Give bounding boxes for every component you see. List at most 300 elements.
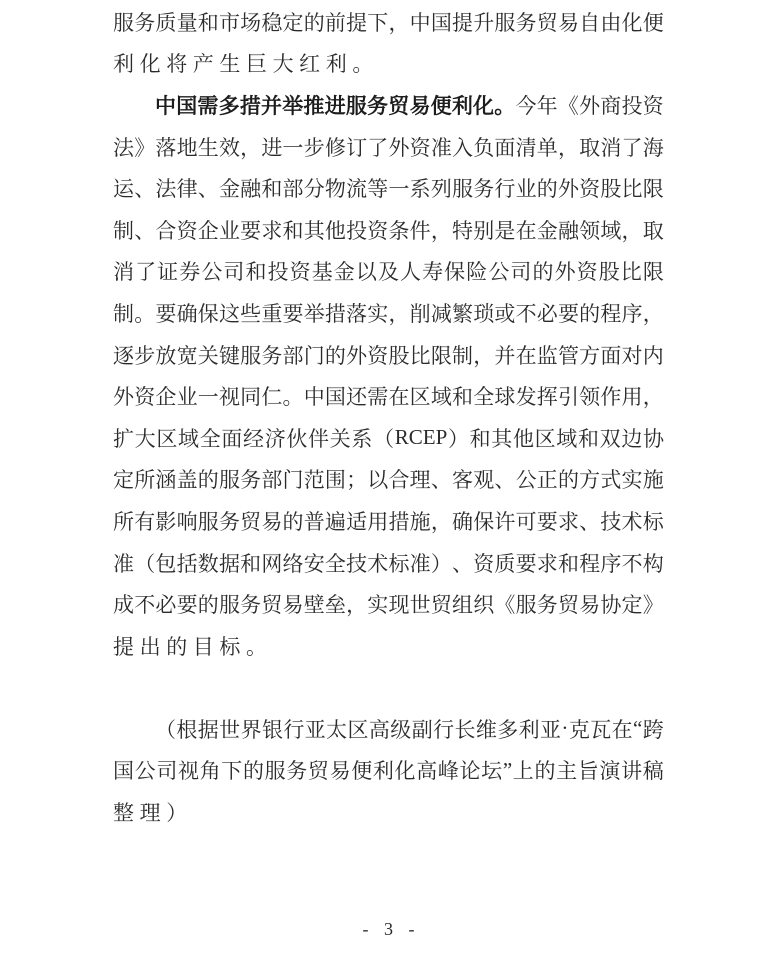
text-token: 壁	[303, 593, 325, 618]
text-token: 响	[176, 509, 198, 534]
text-token: 峰	[437, 759, 459, 784]
bold-text-token: 利	[451, 94, 473, 118]
text-token: 服	[452, 177, 473, 202]
text-token: 下	[367, 10, 389, 35]
text-token: ；	[346, 468, 368, 493]
text-token: 《	[557, 93, 579, 118]
text-token: 金	[333, 260, 355, 285]
text-token: 长	[454, 717, 476, 742]
text-token: 施	[409, 509, 431, 534]
text-token: 扩	[113, 426, 134, 451]
text-token: 生	[219, 52, 241, 77]
text-token: 清	[515, 135, 537, 160]
text-token: 整	[113, 801, 134, 826]
text-token: 条	[388, 218, 410, 243]
text-token: 流	[346, 177, 368, 202]
text-token: 比	[620, 260, 642, 285]
text-token: 一	[197, 385, 219, 410]
text-line	[113, 167, 664, 209]
text-token: 些	[240, 301, 262, 326]
text-line	[113, 542, 664, 584]
bold-text-token: 。	[494, 94, 516, 118]
text-token: 内	[642, 343, 664, 368]
text-token: 球	[494, 385, 516, 410]
text-token: 准	[430, 135, 452, 160]
text-token: 根	[176, 717, 198, 742]
text-token: 部	[261, 468, 283, 493]
text-token: 分	[303, 177, 325, 202]
text-token: 宽	[176, 343, 198, 368]
text-token: 织	[473, 593, 495, 618]
text-token: 的	[536, 177, 558, 202]
text-token: 技	[600, 509, 622, 534]
text-token: 服	[218, 593, 240, 618]
text-token: 量	[176, 10, 198, 35]
text-token: 要	[155, 301, 177, 326]
text-token: 利	[325, 52, 347, 77]
text-token: 单	[536, 135, 558, 160]
text-token: 步	[134, 343, 156, 368]
text-token: 的	[303, 10, 325, 35]
text-token: 削	[409, 301, 431, 326]
text-token: 键	[218, 343, 240, 368]
text-token: ，	[240, 135, 262, 160]
text-token: 数	[197, 551, 219, 576]
text-token: 易	[579, 593, 601, 618]
bold-text-token: 进	[324, 94, 346, 118]
text-token: 年	[536, 93, 558, 118]
text-token: 订	[346, 135, 368, 160]
text-token: 客	[452, 468, 473, 493]
text-token: 红	[299, 52, 321, 77]
text-token: 区	[156, 426, 178, 451]
text-token: 级	[390, 717, 412, 742]
text-line	[113, 375, 664, 417]
text-token: 业	[515, 177, 537, 202]
text-token: 基	[311, 260, 333, 285]
text-token: 视	[177, 759, 199, 784]
text-token: 资	[367, 343, 389, 368]
text-line	[113, 791, 664, 833]
text-token: 资	[176, 218, 198, 243]
text-token: 法	[113, 135, 134, 160]
bold-text-token: 服	[345, 94, 367, 118]
bold-text-token: 贸	[388, 94, 410, 118]
text-token: 垒	[324, 593, 346, 618]
text-token: 场	[240, 10, 262, 35]
text-line	[113, 334, 664, 376]
text-token: 在	[515, 343, 537, 368]
text-token: 业	[176, 385, 198, 410]
text-token: 系	[409, 177, 431, 202]
text-token: 亚	[304, 717, 326, 742]
text-token: 。	[134, 301, 156, 326]
text-token: 资	[579, 177, 601, 202]
text-token: 、	[134, 218, 156, 243]
text-token: 视	[218, 385, 240, 410]
text-token: 面	[494, 135, 516, 160]
text-token: 不	[134, 593, 156, 618]
text-token: 务	[473, 177, 495, 202]
text-token: 投	[621, 93, 643, 118]
text-line	[113, 126, 664, 168]
text-token: 标	[642, 509, 664, 534]
text-token: 落	[155, 135, 177, 160]
text-token: 济	[264, 426, 286, 451]
text-token: 盖	[176, 468, 198, 493]
text-token: 制	[452, 343, 473, 368]
text-token: 质	[494, 551, 516, 576]
text-token: 协	[600, 593, 622, 618]
text-token: ，	[642, 301, 664, 326]
text-token: 域	[430, 385, 452, 410]
text-token: 银	[261, 717, 283, 742]
text-token: 组	[452, 593, 473, 618]
text-token: 、	[579, 509, 601, 534]
text-token: 制	[113, 218, 134, 243]
text-token: 据	[197, 717, 219, 742]
text-token: 和	[240, 551, 262, 576]
text-token: 太	[326, 717, 348, 742]
text-token: 提	[346, 10, 368, 35]
text-token: ，	[642, 385, 664, 410]
text-token: 前	[324, 10, 346, 35]
text-token: 企	[155, 385, 177, 410]
text-token: 举	[303, 301, 325, 326]
text-token: 务	[134, 10, 156, 35]
text-token: 贸	[430, 593, 452, 618]
text-token: 和	[557, 551, 579, 576]
text-token: 域	[178, 426, 200, 451]
text-token: 大	[134, 426, 156, 451]
text-token: 外	[113, 385, 134, 410]
text-token: 服	[264, 759, 286, 784]
text-token: 跨	[642, 717, 664, 742]
text-token: 协	[642, 426, 664, 451]
text-token: 务	[240, 593, 262, 618]
text-token: 要	[536, 509, 558, 534]
text-token: 消	[600, 135, 622, 160]
text-token: 放	[155, 343, 177, 368]
text-token: 的	[557, 468, 579, 493]
text-token: 包	[155, 551, 177, 576]
text-token: 司	[223, 260, 245, 285]
text-token: 出	[139, 634, 161, 659]
text-token: 坛	[481, 759, 503, 784]
text-token: 要	[176, 593, 198, 618]
text-token: 领	[579, 218, 601, 243]
text-token: 取	[579, 135, 601, 160]
text-token: 全	[473, 385, 495, 410]
text-token: 所	[134, 468, 156, 493]
text-token: 公	[515, 468, 537, 493]
text-token: 正	[536, 468, 558, 493]
text-token: 要	[240, 218, 262, 243]
bold-text-token: 措	[239, 94, 261, 118]
text-line	[113, 459, 664, 501]
text-token: 化	[394, 759, 416, 784]
text-token: 和	[197, 10, 219, 35]
text-token: 还	[346, 385, 368, 410]
text-token: 公	[201, 260, 223, 285]
text-token: 限	[642, 177, 664, 202]
text-token: 提	[113, 634, 134, 659]
text-token: 业	[218, 218, 240, 243]
text-token: 的	[242, 759, 264, 784]
bold-text-token: 举	[282, 94, 304, 118]
text-token: 术	[367, 551, 389, 576]
text-token: 稳	[261, 10, 283, 35]
text-token: ，	[346, 593, 368, 618]
text-token: 和	[577, 426, 599, 451]
text-token: 求	[557, 509, 579, 534]
text-token: 世	[409, 593, 431, 618]
text-token: 务	[261, 343, 283, 368]
text-token: 部	[282, 343, 304, 368]
text-token: 理	[409, 468, 431, 493]
text-token: 和	[245, 260, 267, 285]
text-token: ·	[561, 716, 569, 741]
text-token: 副	[411, 717, 433, 742]
text-token: 贸	[536, 10, 558, 35]
text-token: 多	[497, 717, 519, 742]
text-token: 他	[324, 218, 346, 243]
text-token: 金	[218, 177, 240, 202]
text-token: 。	[282, 385, 304, 410]
text-token: 股	[600, 177, 622, 202]
text-token: 瓦	[590, 717, 612, 742]
text-token: 行	[433, 717, 455, 742]
text-token: ，	[473, 343, 495, 368]
text-token: 边	[621, 426, 643, 451]
text-token: 准	[409, 551, 431, 576]
text-token: 国	[324, 385, 346, 410]
text-token: 标	[388, 551, 410, 576]
text-token: 。	[245, 634, 267, 659]
text-token: ，	[430, 509, 452, 534]
text-token: 投	[267, 260, 289, 285]
text-token: 普	[303, 509, 325, 534]
text-token: 主	[556, 759, 578, 784]
text-token: 和	[452, 385, 473, 410]
text-token: 行	[494, 177, 516, 202]
text-token: 务	[286, 759, 308, 784]
text-token: 旨	[577, 759, 599, 784]
text-token: 稿	[642, 759, 664, 784]
text-token: 贸	[240, 509, 262, 534]
text-token: 、	[197, 177, 219, 202]
text-token: 资	[473, 551, 495, 576]
text-token: 成	[113, 593, 134, 618]
bold-text-token: 务	[367, 94, 389, 118]
text-token: 求	[261, 218, 283, 243]
text-token: 自	[579, 10, 601, 35]
text-token: 角	[199, 759, 221, 784]
text-token: 的	[532, 260, 554, 285]
text-token: ，	[430, 218, 452, 243]
text-token: 人	[400, 260, 422, 285]
text-token: 比	[409, 343, 431, 368]
text-token: 范	[303, 468, 325, 493]
text-token: 措	[388, 509, 410, 534]
text-token: 以	[367, 468, 389, 493]
text-token: 程	[600, 301, 622, 326]
text-token: 用	[621, 385, 643, 410]
text-token: 他	[512, 426, 534, 451]
text-token: 化	[139, 52, 161, 77]
text-token: 物	[324, 177, 346, 202]
bold-text-token: 中	[155, 94, 176, 118]
text-token: 论	[459, 759, 481, 784]
text-token: 要	[282, 301, 304, 326]
text-line	[113, 417, 664, 459]
text-token: 要	[557, 301, 579, 326]
text-token: 现	[388, 593, 410, 618]
text-token: ）	[430, 551, 452, 576]
text-token: 合	[388, 468, 410, 493]
text-token: 高	[416, 759, 438, 784]
text-token: 资	[134, 385, 156, 410]
text-token: 络	[282, 551, 304, 576]
text-token: 讲	[621, 759, 643, 784]
text-token: 投	[346, 218, 368, 243]
text-token: 定	[113, 468, 134, 493]
text-token: 服	[218, 468, 240, 493]
text-token: 这	[218, 301, 240, 326]
text-token: 演	[599, 759, 621, 784]
text-token: 司	[510, 260, 532, 285]
text-token: 并	[494, 343, 516, 368]
text-token: 合	[155, 218, 177, 243]
text-token: 括	[176, 551, 198, 576]
text-token: 外	[346, 343, 368, 368]
text-token: 地	[176, 135, 198, 160]
text-token: 面	[600, 343, 622, 368]
text-token: 高	[368, 717, 390, 742]
text-token: 了	[135, 260, 157, 285]
text-token: 域	[556, 426, 578, 451]
text-token: 保	[197, 301, 219, 326]
document-body	[113, 1, 664, 833]
text-line	[113, 251, 664, 293]
text-token: 服	[494, 10, 516, 35]
text-token: 、	[430, 468, 452, 493]
text-token: 领	[579, 385, 601, 410]
text-token: 序	[621, 301, 643, 326]
text-token: 巨	[245, 52, 267, 77]
text-token: （	[155, 717, 176, 742]
text-token: 用	[367, 509, 389, 534]
text-token: 一	[388, 177, 410, 202]
text-token: 融	[557, 218, 579, 243]
text-token: 及	[377, 260, 399, 285]
text-token: 适	[346, 509, 368, 534]
text-token: 利	[113, 52, 134, 77]
text-token: 服	[515, 593, 537, 618]
text-token: 安	[303, 551, 325, 576]
text-token: 作	[600, 385, 622, 410]
text-token: 面	[221, 426, 243, 451]
text-token: “	[632, 716, 643, 741]
text-token: ，	[621, 218, 643, 243]
text-token: 方	[579, 343, 601, 368]
text-token: 运	[113, 177, 134, 202]
text-token: 同	[240, 385, 262, 410]
text-token: 大	[272, 52, 294, 77]
text-token: （	[134, 551, 156, 576]
text-token: 在	[611, 717, 633, 742]
text-token: 特	[452, 218, 473, 243]
text-token: 保	[473, 509, 495, 534]
text-token: 便	[351, 759, 373, 784]
text-token: 质	[155, 10, 177, 35]
text-token: 实	[367, 593, 389, 618]
text-token: 世	[219, 717, 241, 742]
text-token: 升	[473, 10, 495, 35]
text-token: 限	[642, 260, 664, 285]
text-token: 准	[113, 551, 134, 576]
text-token: 可	[515, 509, 537, 534]
text-token: 利	[518, 717, 540, 742]
text-token: ，	[557, 135, 579, 160]
text-token: 是	[494, 218, 516, 243]
text-token: 不	[515, 301, 537, 326]
text-token: 和	[469, 426, 491, 451]
text-token: 网	[261, 551, 283, 576]
text-token: 金	[536, 218, 558, 243]
text-token: 其	[491, 426, 513, 451]
text-token: 繁	[452, 301, 473, 326]
text-token: 了	[621, 135, 643, 160]
text-token: 资	[409, 135, 431, 160]
text-token: 不	[621, 551, 643, 576]
text-token: 券	[179, 260, 201, 285]
text-line	[113, 750, 664, 792]
text-token: 贸	[307, 759, 329, 784]
blank-line	[113, 667, 664, 709]
bold-text-token: 国	[176, 94, 198, 118]
text-token: 界	[240, 717, 262, 742]
text-token: 仁	[261, 385, 283, 410]
text-token: 服	[240, 343, 262, 368]
text-token: 了	[367, 135, 389, 160]
text-token: 和	[261, 177, 283, 202]
text-token: 律	[176, 177, 198, 202]
text-token: 服	[113, 10, 134, 35]
text-token: 等	[367, 177, 389, 202]
text-token: 全	[324, 551, 346, 576]
text-line	[113, 708, 664, 750]
text-token: 制	[113, 301, 134, 326]
text-token: 方	[579, 468, 601, 493]
text-token: 化	[621, 10, 643, 35]
text-token: 或	[494, 301, 516, 326]
text-line	[113, 583, 664, 625]
text-token: 以	[355, 260, 377, 285]
text-token: 亚	[540, 717, 562, 742]
bold-text-token: 并	[261, 94, 283, 118]
text-token: 列	[430, 177, 452, 202]
text-token: 围	[324, 468, 346, 493]
text-token: 证	[157, 260, 179, 285]
text-token: 市	[218, 10, 240, 35]
text-token: 遍	[324, 509, 346, 534]
text-token: 资	[289, 260, 311, 285]
text-token: 求	[536, 551, 558, 576]
text-token: 下	[221, 759, 243, 784]
text-token: 务	[240, 468, 262, 493]
text-token: 全	[199, 426, 221, 451]
